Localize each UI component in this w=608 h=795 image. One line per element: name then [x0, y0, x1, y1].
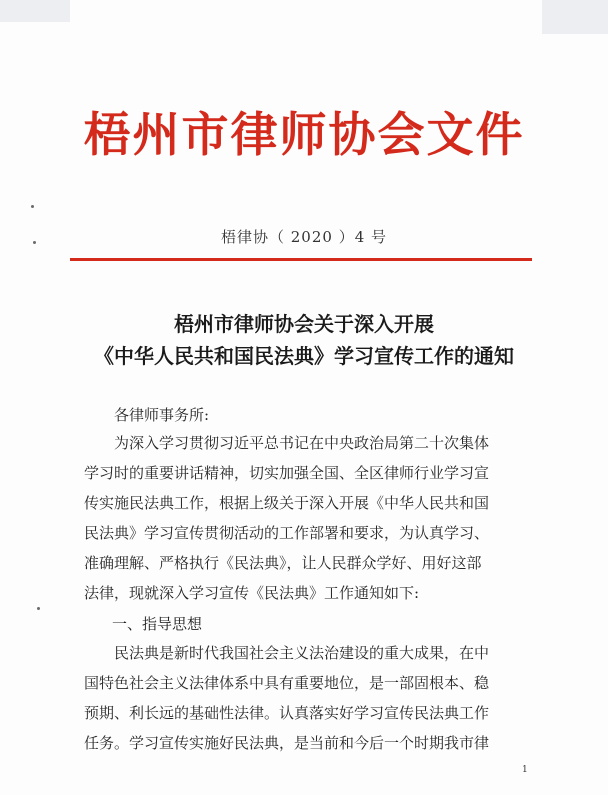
notice-title-line-2: 《中华人民共和国民法典》学习宣传工作的通知	[94, 344, 514, 368]
paragraph-1-line: 传实施民法典工作，根据上级关于深入开展《中华人民共和国	[84, 494, 490, 512]
scan-speck	[31, 205, 34, 208]
scan-speck	[37, 607, 40, 610]
scan-shadow-top-left	[0, 0, 70, 22]
paragraph-1-line: 民法典》学习宣传贯彻活动的工作部署和要求，为认真学习、	[84, 524, 490, 542]
paragraph-1-line: 法律，现就深入学习宣传《民法典》工作通知如下:	[84, 584, 420, 602]
document-number: 梧律协（ 2020 ）4 号	[220, 228, 388, 246]
paragraph-2-line: 国特色社会主义法律体系中具有重要地位，是一部固根本、稳	[84, 674, 490, 692]
notice-title-line-1: 梧州市律师协会关于深入开展	[174, 312, 434, 336]
page-number: 1	[522, 765, 528, 775]
paragraph-1-line: 准确理解、严格执行《民法典》，让人民群众学好、用好这部	[84, 554, 482, 572]
paragraph-1-line: 学习时的重要讲话精神，切实加强全国、全区律师行业学习宣	[84, 464, 490, 482]
red-divider-line	[70, 258, 532, 261]
scan-shadow-top-right	[542, 0, 608, 34]
scan-speck	[33, 241, 36, 244]
paragraph-2-line: 任务。学习宣传实施好民法典，是当前和今后一个时期我市律	[84, 734, 490, 752]
paragraph-1-line: 为深入学习贯彻习近平总书记在中央政治局第二十次集体	[114, 434, 490, 452]
paragraph-2-line: 预期、利长远的基础性法律。认真落实好学习宣传民法典工作	[84, 704, 490, 722]
section-heading-guiding-ideology: 一、指导思想	[112, 615, 203, 633]
issuing-org-title: 梧州市律师协会文件	[83, 108, 525, 163]
salutation: 各律师事务所:	[114, 406, 210, 424]
paragraph-2-line: 民法典是新时代我国社会主义法治建设的重大成果，在中	[114, 644, 490, 662]
